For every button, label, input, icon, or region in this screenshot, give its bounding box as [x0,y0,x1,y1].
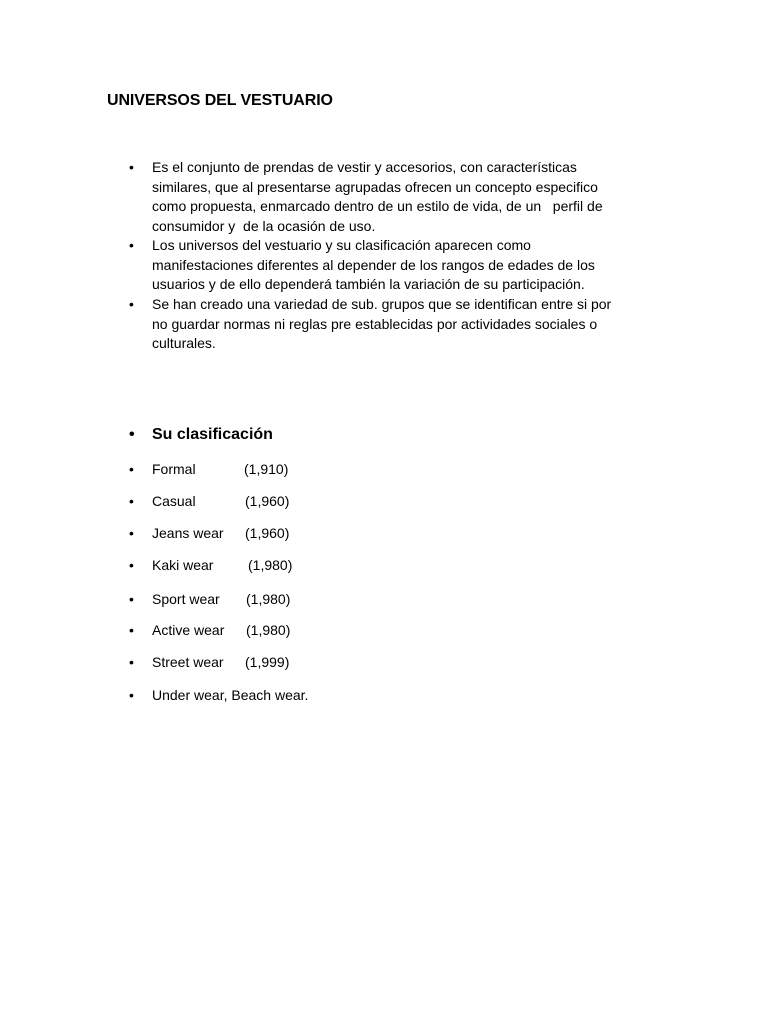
bullet-icon: • [129,237,134,253]
bullet-icon: • [129,159,134,175]
bullet-icon: • [129,296,134,312]
paragraph-text [152,236,649,295]
bullet-icon: • [129,654,134,670]
classification-year: (1,960) [245,493,290,509]
classification-heading-text: Su clasificación [152,426,273,443]
classification-year: (1,910) [244,461,289,477]
bullet-icon: • [129,622,134,638]
bullet-icon: • [129,557,134,573]
bullet-icon: • [129,591,134,607]
classification-year: (1,980) [246,622,291,638]
paragraph-line: como propuesta, enmarcado dentro de un estilo de vida, de un perfil de [152,198,603,214]
paragraph-line: manifestaciones diferentes al depender de los rangos de edades de los [152,256,595,273]
paragraph-line: usuarios y de ello dependerá también la variación de su participación. [152,276,585,292]
paragraph-line: no guardar normas ni reglas pre establecidas por actividades sociales o [152,315,598,332]
paragraph-line: similares, que al presentarse agrupadas ofrecen un concepto especifico [152,178,598,195]
classification-year: (1,960) [245,525,290,541]
paragraph-line: Se han creado una variedad de sub. grupos que se identifican entre si por [152,296,612,312]
paragraph-line: Los universos del vestuario y su clasificación aparecen como [152,237,531,253]
classification-name: Kaki wear [152,557,214,573]
paragraph-line: consumidor y de la ocasión de uso. [152,217,376,234]
classification-year: (1,980) [248,557,293,573]
classification-name: Under wear, Beach wear. [152,687,309,703]
paragraph-text [152,158,649,236]
classification-name: Formal [152,461,196,477]
paragraph-line: culturales. [152,335,216,351]
classification-name: Street wear [152,654,224,670]
classification-year: (1,999) [245,654,290,670]
bullet-icon: • [129,525,134,541]
document-title: UNIVERSOS DEL VESTUARIO [107,92,333,109]
classification-name: Active wear [152,622,225,638]
bullet-icon: • [129,493,134,509]
bullet-icon: • [129,687,134,703]
classification-year: (1,980) [246,591,291,607]
classification-name: Sport wear [152,591,220,607]
bullet-icon: • [129,426,135,443]
classification-name: Jeans wear [152,525,224,541]
bullet-icon: • [129,461,134,477]
paragraph-line: Es el conjunto de prendas de vestir y accesorios, con características [152,159,577,175]
classification-name: Casual [152,493,196,509]
paragraph-text [152,295,649,354]
